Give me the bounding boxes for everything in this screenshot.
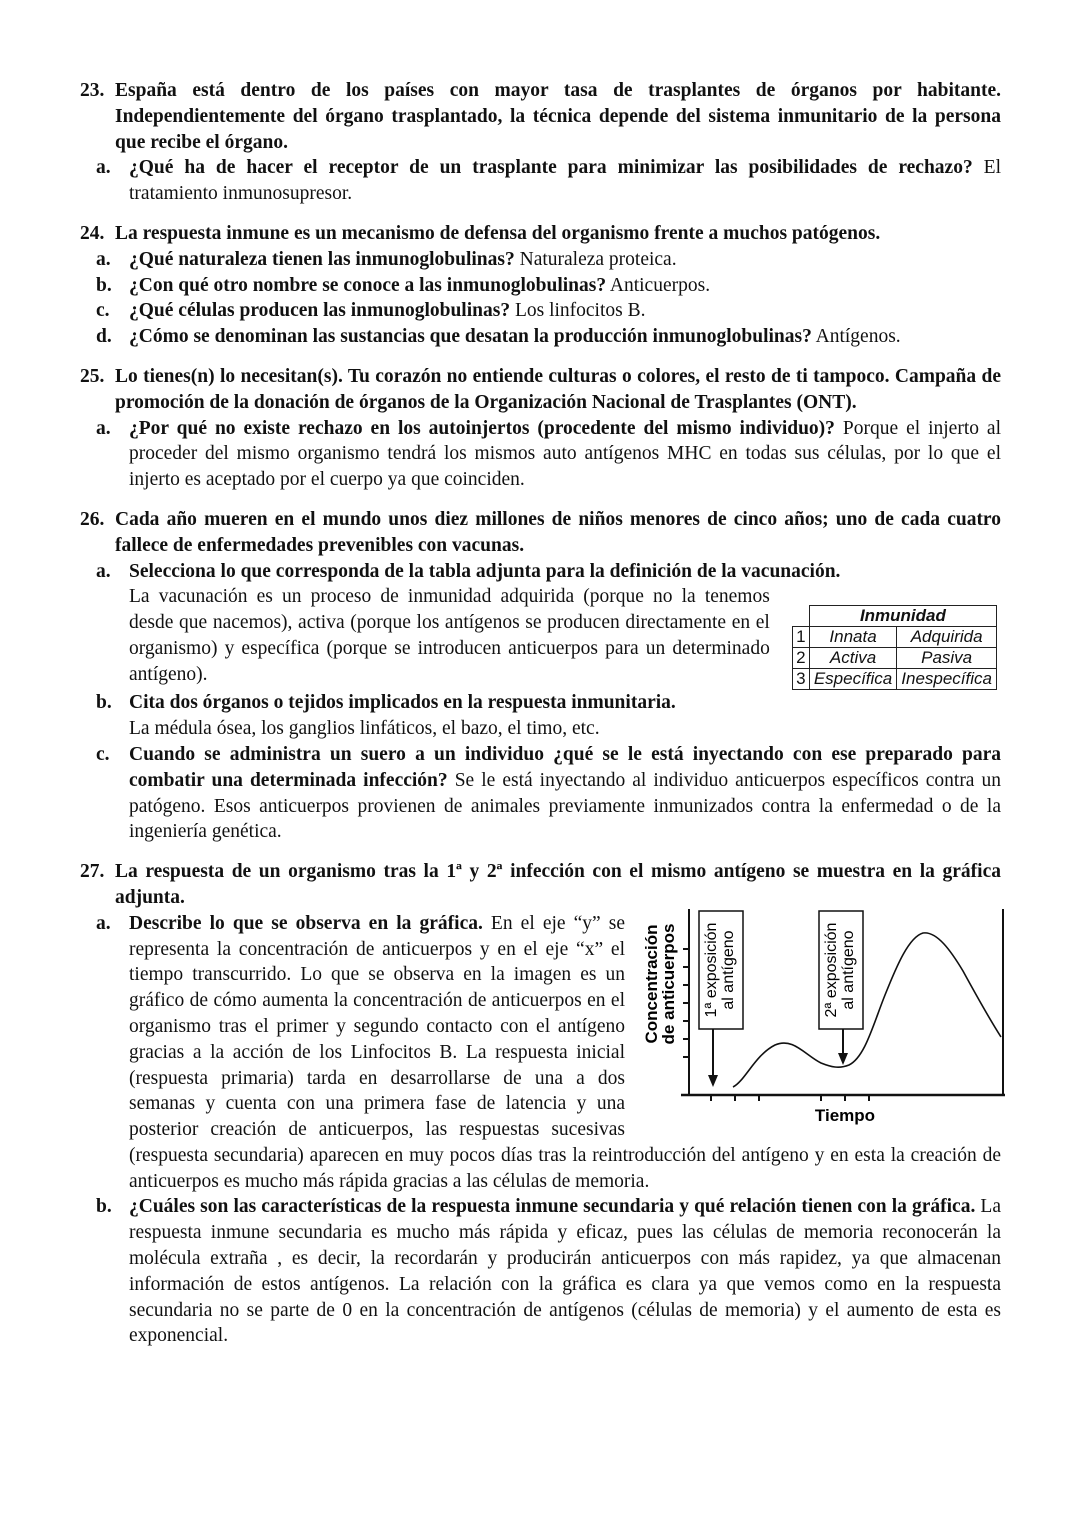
y-axis-label: Concentración xyxy=(642,924,661,1044)
sub-question-text: Selecciona lo que corresponda de la tabla adjunta para la definición de la vacunación. xyxy=(129,560,841,582)
sub-question-letter: b. xyxy=(96,692,112,714)
y-axis-label: de anticuerpos xyxy=(659,923,678,1045)
answer-text: La vacunación es un proceso de inmunidad adquirida (porque no la tenemos desde que nacemos), activa (porque los antígenos se producen directamente en el organismo) y específica (porque se introducen anticuerpos para un determinado antígeno). xyxy=(129,586,770,685)
second-exposure-label: al antígeno xyxy=(840,930,857,1010)
table-cell: Específica xyxy=(809,669,896,690)
answer-text: Antígenos. xyxy=(811,326,901,348)
question-27 xyxy=(80,859,1001,1349)
x-axis-label: Tiempo xyxy=(814,1105,876,1125)
antibody-response-diagram xyxy=(633,909,1005,1129)
table-row xyxy=(792,669,996,690)
answer-text: Anticuerpos. xyxy=(606,274,711,296)
table-cell: Activa xyxy=(809,648,896,669)
sub-question xyxy=(96,690,1001,742)
answer-text: Naturaleza proteica. xyxy=(514,248,677,270)
sub-question-text: ¿Qué ha de hacer el receptor de un trasplante para minimizar las posibilidades de rechazo? xyxy=(129,157,973,179)
sub-question-letter: d. xyxy=(96,326,112,348)
sub-question xyxy=(96,247,1001,273)
question-23 xyxy=(80,78,1001,207)
sub-question-text: ¿Cuáles son las características de la respuesta inmune secundaria y qué relación tienen con la gráfica. xyxy=(129,1196,976,1218)
table-cell: Innata xyxy=(809,627,896,648)
table-row xyxy=(792,648,996,669)
question-number: 26. xyxy=(80,508,105,530)
sub-question-text: Cuando se administra un suero a un individuo ¿qué se le está inyectando con ese preparado para combatir una determinada infección? xyxy=(129,743,1001,791)
question-statement: Cada año mueren en el mundo unos diez millones de niños menores de cinco años; uno de cada cuatro fallece de enfermedades prevenibles con vacunas. xyxy=(115,508,1001,556)
sub-question xyxy=(96,416,1001,493)
sub-question-letter: a. xyxy=(96,912,111,934)
sub-question-letter: c. xyxy=(96,300,110,322)
sub-question-letter: a. xyxy=(96,157,111,179)
question-statement: Lo tienes(n) lo necesitan(s). Tu corazón no entiende culturas o colores, el resto de ti tampoco. Campaña de promoción de la donación de órganos de la Organización Nacional de Trasplantes (ONT). xyxy=(115,365,1001,413)
sub-question xyxy=(96,911,1001,1195)
table-cell: Pasiva xyxy=(897,648,997,669)
sub-question xyxy=(96,742,1001,845)
table-row-number: 1 xyxy=(792,627,809,648)
table-row-number: 2 xyxy=(792,648,809,669)
answer-text: La respuesta inmune secundaria es mucho más rápida y eficaz, pues las células de memoria reconocerán la molécula extraña , es decir, la recordarán y producirán anticuerpos con más rapidez, ya que almacenan información de estos antígenos. La relación con la gráfica es clara ya que vemos como en la respuesta secundaria no se parte de 0 en la concentración de antígenos (células de memoria) y el aumento de esta es exponencial. xyxy=(129,1196,1001,1347)
table-row xyxy=(792,627,996,648)
sub-question-text: ¿Cómo se denominan las sustancias que desatan la producción inmunoglobulinas? xyxy=(129,326,812,348)
table-cell: Adquirida xyxy=(897,627,997,648)
sub-question-text: ¿Por qué no existe rechazo en los autoinjertos (procedente del mismo individuo)? xyxy=(129,417,835,439)
antibody-concentration-curve xyxy=(733,933,1001,1087)
question-number: 27. xyxy=(80,861,105,883)
first-exposure-label: al antígeno xyxy=(720,930,737,1010)
question-number: 24. xyxy=(80,222,105,244)
immunity-table xyxy=(792,605,997,690)
answer-text: Los linfocitos B. xyxy=(510,300,646,322)
sub-question-letter: a. xyxy=(96,248,111,270)
second-exposure-label: 2ª exposición xyxy=(823,922,840,1018)
answer-text: El tratamiento inmunosupresor. xyxy=(129,157,1001,205)
question-26 xyxy=(80,507,1001,845)
sub-question-text: Describe lo que se observa en la gráfica. xyxy=(129,912,483,934)
question-statement: La respuesta inmune es un mecanismo de defensa del organismo frente a muchos patógenos. xyxy=(115,222,881,244)
question-number: 23. xyxy=(80,80,105,101)
sub-question xyxy=(96,273,1001,299)
sub-question xyxy=(96,324,1001,350)
table-row-number: 3 xyxy=(792,669,809,690)
sub-question-letter: a. xyxy=(96,417,111,439)
sub-question-text: ¿Con qué otro nombre se conoce a las inmunoglobulinas? xyxy=(129,274,607,296)
sub-question-letter: c. xyxy=(96,743,110,765)
sub-question-text: ¿Qué células producen las inmunoglobulinas? xyxy=(129,300,511,322)
answer-text: La médula ósea, los ganglios linfáticos, el bazo, el timo, etc. xyxy=(129,718,600,740)
document-page xyxy=(80,78,1001,1363)
question-number: 25. xyxy=(80,365,105,387)
sub-question xyxy=(96,1194,1001,1349)
sub-question xyxy=(96,298,1001,324)
sub-question-letter: b. xyxy=(96,274,112,296)
answer-text: Se le está inyectando al individuo anticuerpos específicos contra un patógeno. Esos anticuerpos provienen de animales previamente inmunizados contra la enfermedad o de la ingeniería genética. xyxy=(129,769,1002,843)
answer-text: Porque el injerto al proceder del mismo organismo tendrá los mismos auto antígenos MHC en todas sus células, por lo que el injerto es aceptado por el cuerpo ya que coinciden. xyxy=(129,417,1001,491)
sub-question-text: Cita dos órganos o tejidos implicados en la respuesta inmunitaria. xyxy=(129,692,676,714)
second-exposure-arrowhead xyxy=(838,1053,848,1065)
table-cell: Inespecífica xyxy=(897,669,997,690)
question-statement: España está dentro de los países con mayor tasa de trasplantes de órganos por habitante. Independientemente del órgano trasplantado, la técnica depende del sistema inmunitario de la persona que recibe el órgano. xyxy=(115,80,1001,153)
sub-question xyxy=(96,155,1001,207)
first-exposure-arrowhead xyxy=(708,1075,718,1087)
question-statement: La respuesta de un organismo tras la 1ª y 2ª infección con el mismo antígeno se muestra en la gráfica adjunta. xyxy=(115,861,1001,908)
first-exposure-label: 1ª exposición xyxy=(703,922,720,1018)
answer-text: En el eje “y” se representa la concentración de anticuerpos y en el eje “x” el tiempo transcurrido. Lo que se observa en la imagen es un gráfico de cómo aumenta la concentración de anticuerpos en el organismo tras el primer y segundo contacto con el antígeno gracias a la acción de los Linfocitos B. La respuesta inicial (respuesta primaria) tarda en desarrollarse de una a dos semanas y cuenta con una primera fase de latencia y una posterior creación de anticuerpos, las respuestas sucesivas (respuesta secundaria) aparecen en muy pocos días tras la reintroducción del antígeno y en esta la creación de anticuerpos es mucho más rápida gracias a las células de memoria. xyxy=(129,912,1001,1192)
question-24 xyxy=(80,221,1001,350)
question-25 xyxy=(80,364,1001,493)
sub-question-letter: b. xyxy=(96,1196,112,1218)
table-header: Inmunidad xyxy=(809,606,996,627)
sub-question-text: ¿Qué naturaleza tienen las inmunoglobulinas? xyxy=(129,248,515,270)
sub-question xyxy=(96,559,1001,691)
sub-question-letter: a. xyxy=(96,560,111,582)
